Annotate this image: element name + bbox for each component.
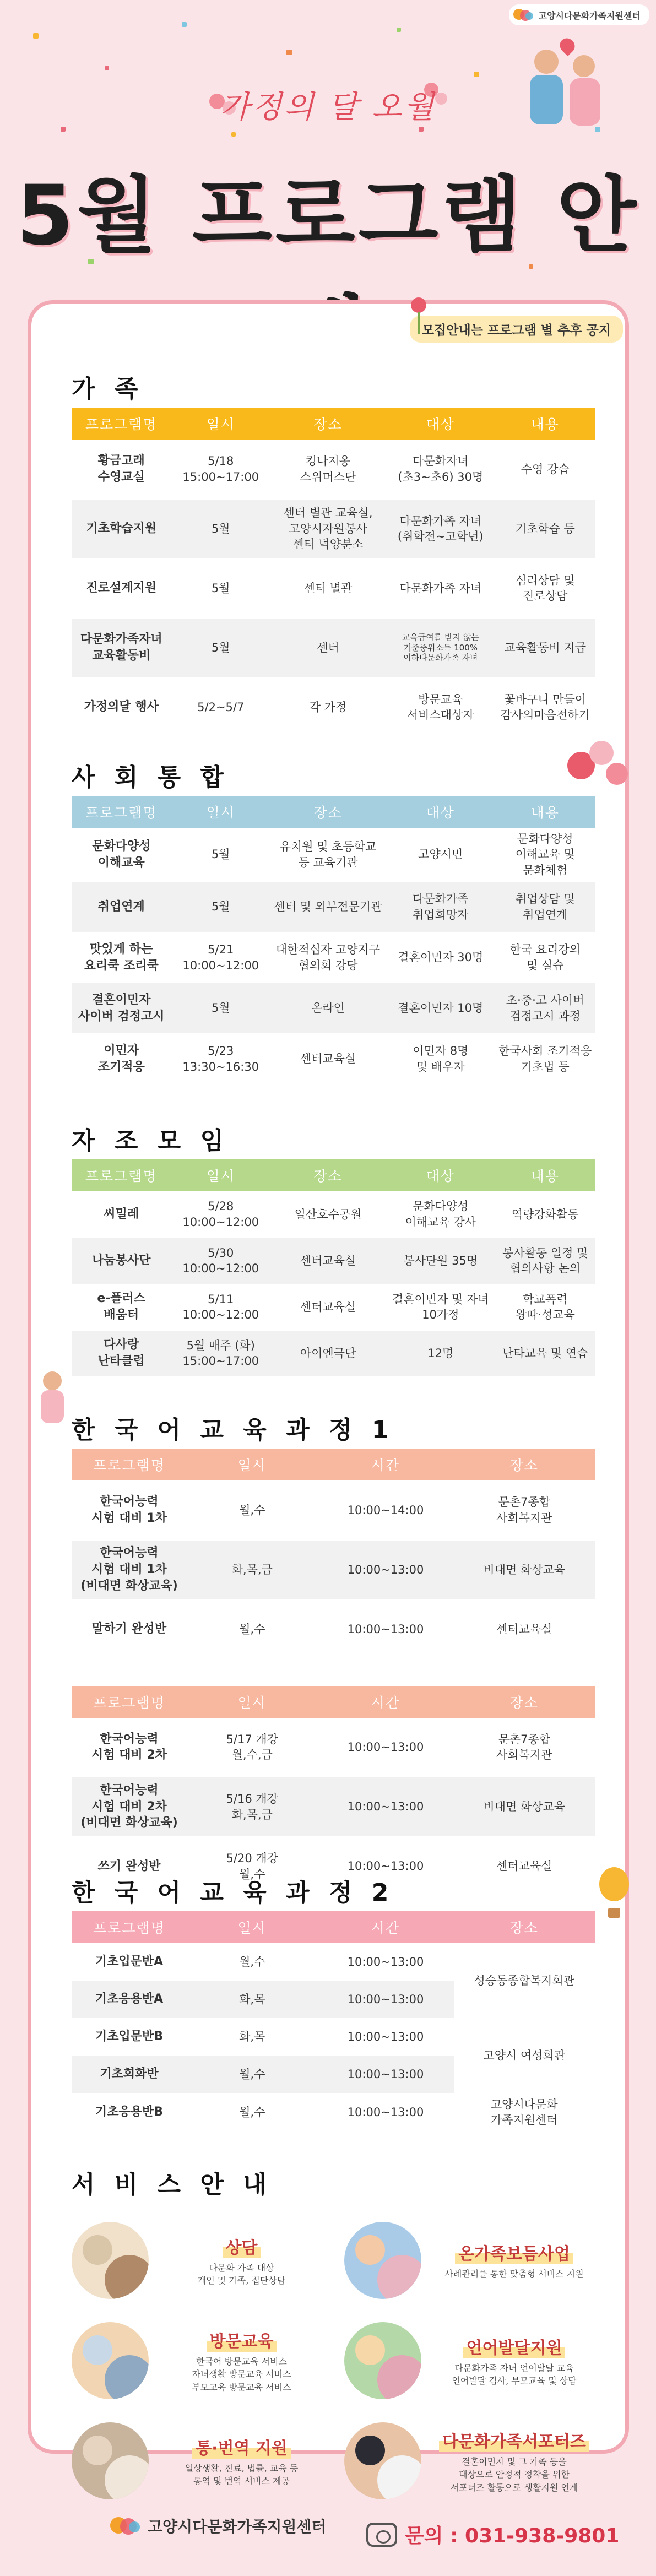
korean2-cell: 월,수: [187, 2056, 318, 2093]
family-row: [72, 440, 595, 499]
social-cell: 문화다양성 이해교육 및 문화체험: [496, 828, 595, 882]
korean1-cell: 화,목,금: [187, 1540, 318, 1599]
family-section: [72, 369, 595, 737]
family-cell: 5월: [171, 499, 271, 558]
family-row: [72, 618, 595, 677]
selfhelp-cell: 5/30 10:00~12:00: [171, 1238, 271, 1284]
counseling-photo: [72, 2222, 149, 2299]
social-header-cell: 대상: [386, 796, 496, 828]
family-cell: 각 가정: [270, 677, 386, 737]
korean1-title: 한 국 어 교 육 과 정 1: [72, 1410, 595, 1445]
korean2-cell: 화,목: [187, 1981, 318, 2018]
korean1-row: [72, 1540, 595, 1599]
family-header-cell: 일시: [171, 408, 271, 440]
korean1-cell: 센터교육실: [454, 1837, 595, 1896]
korean2-cell: 기초회화반: [72, 2056, 187, 2093]
korean2-cell: 월,수: [187, 2093, 318, 2132]
selfhelp-cell: 센터교육실: [270, 1238, 386, 1284]
footer-contact: [366, 2520, 619, 2548]
korean1-cell: 5/17 개강 월,수,금: [187, 1718, 318, 1777]
family-cell: 기초학습지원: [72, 499, 171, 558]
social-row: [72, 882, 595, 932]
social-row: [72, 828, 595, 882]
korean2-place-cell: 고양시다문화 가족지원센터: [454, 2093, 595, 2132]
social-cell: 5월: [171, 983, 271, 1034]
selfhelp-cell: 일산호수공원: [270, 1191, 386, 1238]
family-cell: 다문화자녀 (초3~초6) 30명: [386, 440, 496, 499]
family-cell: 5월: [171, 618, 271, 677]
korean1-header-cell: 장소: [454, 1686, 595, 1718]
selfhelp-header-cell: 프로그램명: [72, 1159, 171, 1191]
selfhelp-cell: 학교폭력 왕따·성교육: [496, 1284, 595, 1330]
hot-air-balloon-icon: [595, 1867, 633, 1928]
social-cell: 센터 및 외부전문기관: [270, 882, 386, 932]
social-cell: 유치원 및 초등학교 등 교육기관: [270, 828, 386, 882]
family-title: 가 족: [72, 369, 595, 404]
selfhelp-header-cell: 대상: [386, 1159, 496, 1191]
social-section: [72, 757, 595, 1084]
service-description: 결혼이민자 및 그 가족 등을 대상으로 안정적 정착을 위한 서포터즈 활동으로 생활지원 연계: [450, 2456, 578, 2493]
notice-badge: 모집안내는 프로그램 별 추후 공지: [410, 316, 623, 343]
social-title: 사 회 통 합: [72, 757, 595, 793]
social-cell: 맛있게 하는 요리쿡 조리쿡: [72, 932, 171, 983]
selfhelp-cell: 씨밀레: [72, 1191, 171, 1238]
selfhelp-cell: 12명: [386, 1330, 496, 1376]
service-name: 다문화가족서포터즈: [439, 2428, 589, 2452]
supporter-photo: [344, 2422, 421, 2499]
family-header-cell: 프로그램명: [72, 408, 171, 440]
flower-icon: [408, 297, 430, 336]
korean1-cell: 한국어능력 시험 대비 2차: [72, 1718, 187, 1777]
selfhelp-header-cell: 내용: [496, 1159, 595, 1191]
selfhelp-cell: 난타교육 및 연습: [496, 1330, 595, 1376]
korean2-place-cell: 고양시 여성회관: [454, 2018, 595, 2093]
service-item: [344, 2222, 595, 2299]
family-header-cell: 장소: [270, 408, 386, 440]
service-item: [72, 2222, 322, 2299]
korean1-cell: 10:00~13:00: [318, 1599, 454, 1659]
social-cell: 취업연계: [72, 882, 171, 932]
social-cell: 초·중·고 사이버 검정고시 과정: [496, 983, 595, 1034]
service-item: [72, 2422, 322, 2499]
service-item: [344, 2422, 595, 2499]
selfhelp-table: [72, 1159, 595, 1377]
service-description: 다문화가족 자녀 언어발달 교육 언어발달 검사, 부모교육 및 상담: [452, 2362, 577, 2386]
family-cell: 교육급여를 받지 않는 기준중위소득 100% 이하다문화가족 자녀: [386, 618, 496, 677]
selfhelp-title: 자 조 모 임: [72, 1121, 595, 1156]
family-cell: 수영 강습: [496, 440, 595, 499]
social-cell: 5/21 10:00~12:00: [171, 932, 271, 983]
services-section: [72, 2165, 595, 2499]
korean1-cell: 비대면 화상교육: [454, 1777, 595, 1837]
korean1-cell: 한국어능력 시험 대비 1차: [72, 1480, 187, 1540]
korean2-table: [72, 1911, 595, 2132]
service-name: 통·번역 지원: [192, 2434, 291, 2459]
korean2-cell: 기초입문반A: [72, 1943, 187, 1981]
selfhelp-cell: 다사랑 난타클럽: [72, 1330, 171, 1376]
korean1-header-cell: 장소: [454, 1449, 595, 1480]
social-cell: 한국사회 조기적응 기초법 등: [496, 1034, 595, 1084]
korean2-header-cell: 일시: [187, 1911, 318, 1943]
family-cell: 황금고래 수영교실: [72, 440, 171, 499]
footer-phone[interactable]: 문의 : 031-938-9801: [405, 2525, 620, 2547]
social-table: [72, 796, 595, 1084]
family-cell: 센터 별관 교육실, 고양시자원봉사 센터 덕양분소: [270, 499, 386, 558]
korean1-row: [72, 1718, 595, 1777]
service-name: 방문교육: [207, 2328, 277, 2352]
korean1-row: [72, 1480, 595, 1540]
family-cell: 심리상담 및 진로상담: [496, 558, 595, 618]
social-row: [72, 1034, 595, 1084]
korean2-cell: 기초응용반B: [72, 2093, 187, 2132]
korean1-cell: 쓰기 완성반: [72, 1837, 187, 1896]
family-cell: 5/18 15:00~17:00: [171, 440, 271, 499]
family-cell: 기초학습 등: [496, 499, 595, 558]
family-cell: 킹나지옹 스위머스단: [270, 440, 386, 499]
korean2-place-cell: 성승동종합복지회관: [454, 1943, 595, 2018]
social-row: [72, 983, 595, 1034]
korean2-cell: 기초응용반A: [72, 1981, 187, 2018]
korean1-header-cell: 시간: [318, 1449, 454, 1480]
selfhelp-cell: 봉사활동 일정 및 협의사항 논의: [496, 1238, 595, 1284]
selfhelp-cell: 문화다양성 이해교육 강사: [386, 1191, 496, 1238]
service-item: [72, 2322, 322, 2399]
korean2-cell: 기초입문반B: [72, 2018, 187, 2056]
family-cell: 다문화가족자녀 교육활동비: [72, 618, 171, 677]
social-cell: 결혼이민자 10명: [386, 983, 496, 1034]
page-subtitle: 가정의 달 오월: [220, 89, 436, 125]
korean2-row: [72, 2018, 595, 2056]
social-row: [72, 932, 595, 983]
service-item: [344, 2322, 595, 2399]
social-header-cell: 프로그램명: [72, 796, 171, 828]
korean1-table-b: [72, 1686, 595, 1897]
korean1-header-cell: 프로그램명: [72, 1449, 187, 1480]
korean1-cell: 10:00~13:00: [318, 1540, 454, 1599]
social-header-cell: 장소: [270, 796, 386, 828]
korean2-row: [72, 1943, 595, 1981]
service-description: 한국어 방문교육 서비스 자녀생활 방문교육 서비스 부모교육 방문교육 서비스: [192, 2356, 291, 2393]
service-name: 상담: [223, 2234, 261, 2258]
selfhelp-cell: e-플러스 배움터: [72, 1284, 171, 1330]
selfhelp-cell: 5/11 10:00~12:00: [171, 1284, 271, 1330]
korean1-header-cell: 일시: [187, 1449, 318, 1480]
korean1-cell: 10:00~13:00: [318, 1837, 454, 1896]
org-logo-icon: [513, 8, 534, 22]
social-header-cell: 일시: [171, 796, 271, 828]
korean2-cell: 10:00~13:00: [318, 1943, 454, 1981]
korean1-cell: 10:00~14:00: [318, 1480, 454, 1540]
korean1-header-cell: 일시: [187, 1686, 318, 1718]
selfhelp-cell: 아이엔극단: [270, 1330, 386, 1376]
korean1-table-a: [72, 1449, 595, 1660]
selfhelp-header-cell: 일시: [171, 1159, 271, 1191]
family-row: [72, 558, 595, 618]
selfhelp-cell: 5/28 10:00~12:00: [171, 1191, 271, 1238]
org-badge-name: 고양시다문화가족지원센터: [538, 10, 641, 21]
selfhelp-row: [72, 1284, 595, 1330]
korean2-header-cell: 시간: [318, 1911, 454, 1943]
selfhelp-row: [72, 1238, 595, 1284]
korean2-title: 한 국 어 교 육 과 정 2: [72, 1873, 595, 1908]
social-cell: 다문화가족 취업희망자: [386, 882, 496, 932]
family-header-cell: 대상: [386, 408, 496, 440]
social-cell: 온라인: [270, 983, 386, 1034]
social-cell: 고양시민: [386, 828, 496, 882]
org-badge: [509, 4, 649, 25]
korean1-cell: 문촌7종합 사회복지관: [454, 1718, 595, 1777]
page-title: 5월 프로그램 안: [16, 168, 640, 264]
korean1-section: [72, 1410, 595, 1896]
korean1-cell: 월,수: [187, 1480, 318, 1540]
korean1-cell: 한국어능력 시험 대비 1차 (비대면 화상교육): [72, 1540, 187, 1599]
family-cell: 센터 별관: [270, 558, 386, 618]
family-cell: 5/2~5/7: [171, 677, 271, 737]
service-name: 언어발달지원: [463, 2334, 566, 2358]
family-cell: 꽃바구니 만들어 감사의마음전하기: [496, 677, 595, 737]
selfhelp-cell: 역량강화활동: [496, 1191, 595, 1238]
korean2-row: [72, 2093, 595, 2132]
social-cell: 결혼이민자 30명: [386, 932, 496, 983]
social-cell: 5/23 13:30~16:30: [171, 1034, 271, 1084]
social-cell: 한국 요리강의 및 실습: [496, 932, 595, 983]
selfhelp-row: [72, 1191, 595, 1238]
social-cell: 이민자 조기적응: [72, 1034, 171, 1084]
korean1-cell: 10:00~13:00: [318, 1777, 454, 1837]
korean2-section: [72, 1873, 595, 2132]
selfhelp-row: [72, 1330, 595, 1376]
korean1-cell: 말하기 완성반: [72, 1599, 187, 1659]
service-name: 온가족보듬사업: [455, 2240, 573, 2264]
social-cell: 5월: [171, 828, 271, 882]
family-cell: 진로설계지원: [72, 558, 171, 618]
social-cell: 센터교육실: [270, 1034, 386, 1084]
korean1-cell: 5/20 개강 월,수: [187, 1837, 318, 1896]
phone-icon: [366, 2523, 397, 2547]
org-logo-icon: [110, 2515, 141, 2537]
korean2-cell: 10:00~13:00: [318, 1981, 454, 2018]
korean1-cell: 한국어능력 시험 대비 2차 (비대면 화상교육): [72, 1777, 187, 1837]
korean2-header-cell: 장소: [454, 1911, 595, 1943]
service-description: 일상생활, 진료, 법률, 교육 등 통역 및 번역 서비스 제공: [185, 2463, 299, 2486]
translation-photo: [72, 2422, 149, 2499]
social-cell: 결혼이민자 사이버 검정고시: [72, 983, 171, 1034]
selfhelp-cell: 5월 매주 (화) 15:00~17:00: [171, 1330, 271, 1376]
social-cell: 5월: [171, 882, 271, 932]
social-cell: 이민자 8명 및 배우자: [386, 1034, 496, 1084]
korean1-cell: 센터교육실: [454, 1599, 595, 1659]
family-table: [72, 408, 595, 737]
selfhelp-cell: 봉사단원 35명: [386, 1238, 496, 1284]
korean1-row: [72, 1777, 595, 1837]
korean1-header-cell: 프로그램명: [72, 1686, 187, 1718]
korean1-cell: 5/16 개강 화,목,금: [187, 1777, 318, 1837]
footer: [0, 2512, 656, 2556]
family-cell: 가정의달 행사: [72, 677, 171, 737]
korean2-cell: 화,목: [187, 2018, 318, 2056]
social-header-cell: 내용: [496, 796, 595, 828]
selfhelp-section: [72, 1121, 595, 1377]
korean2-cell: 10:00~13:00: [318, 2056, 454, 2093]
family-cell: 다문화가족 자녀: [386, 558, 496, 618]
family-cell: 교육활동비 지급: [496, 618, 595, 677]
family-photo: [344, 2222, 421, 2299]
children-illustration: [33, 1371, 72, 1443]
selfhelp-cell: 센터교육실: [270, 1284, 386, 1330]
social-cell: 취업상담 및 취업연계: [496, 882, 595, 932]
flower-decoration: [567, 741, 633, 790]
korean1-header-cell: 시간: [318, 1686, 454, 1718]
family-row: [72, 499, 595, 558]
social-cell: 대한적십자 고양지구 협의회 강당: [270, 932, 386, 983]
korean1-cell: 월,수: [187, 1599, 318, 1659]
family-cell: 5월: [171, 558, 271, 618]
korean1-cell: 10:00~13:00: [318, 1718, 454, 1777]
korean1-row: [72, 1599, 595, 1659]
footer-logo: [110, 2515, 327, 2537]
family-header-cell: 내용: [496, 408, 595, 440]
language-photo: [344, 2322, 421, 2399]
family-row: [72, 677, 595, 737]
services-title: 서 비 스 안 내: [72, 2165, 595, 2200]
selfhelp-header-cell: 장소: [270, 1159, 386, 1191]
korean1-cell: 문촌7종합 사회복지관: [454, 1480, 595, 1540]
selfhelp-cell: 결혼이민자 및 자녀 10가정: [386, 1284, 496, 1330]
korean1-cell: 비대면 화상교육: [454, 1540, 595, 1599]
korean2-cell: 10:00~13:00: [318, 2093, 454, 2132]
footer-org-name: 고양시다문화가족지원센터: [148, 2518, 327, 2536]
korean2-header-cell: 프로그램명: [72, 1911, 187, 1943]
selfhelp-cell: 나눔봉사단: [72, 1238, 171, 1284]
family-cell: 다문화가족 자녀 (취학전~고학년): [386, 499, 496, 558]
family-cell: 센터: [270, 618, 386, 677]
service-description: 사례관리를 통한 맞춤형 서비스 지원: [444, 2269, 584, 2280]
social-cell: 문화다양성 이해교육: [72, 828, 171, 882]
korean2-cell: 10:00~13:00: [318, 2018, 454, 2056]
service-description: 다문화 가족 대상 개인 및 가족, 집단상담: [197, 2262, 286, 2286]
korean2-cell: 월,수: [187, 1943, 318, 1981]
family-cell: 방문교육 서비스대상자: [386, 677, 496, 737]
home-visit-photo: [72, 2322, 149, 2399]
